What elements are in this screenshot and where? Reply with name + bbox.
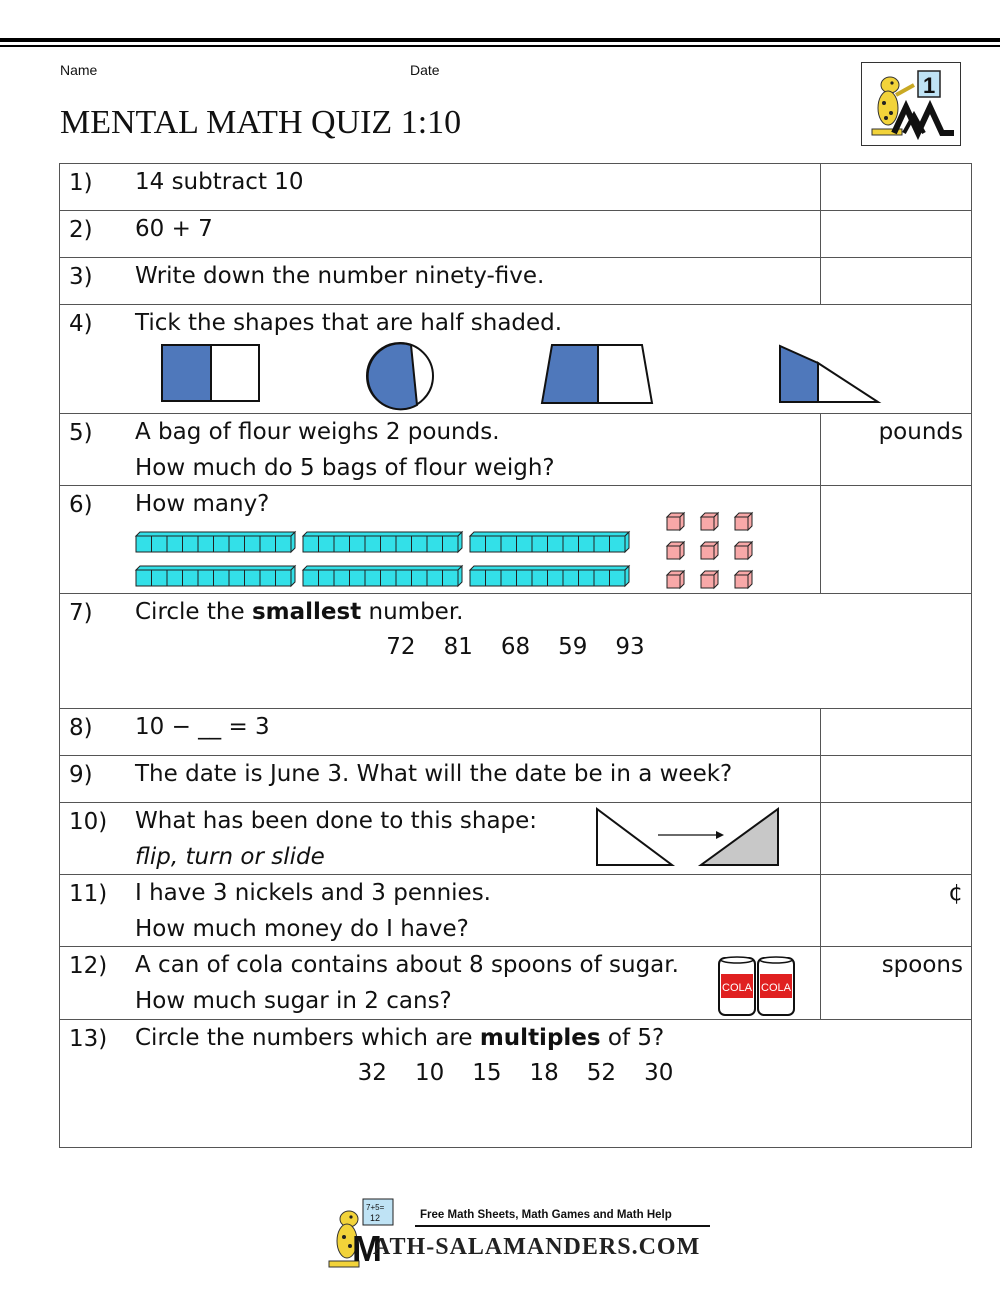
- number-choice[interactable]: 52: [586, 1060, 617, 1086]
- top-rule-thin: [0, 45, 1000, 47]
- question-cell: [60, 709, 821, 756]
- footer-logo-result: 12: [370, 1213, 381, 1223]
- number-choice[interactable]: 72: [386, 634, 416, 660]
- question-cell: [60, 947, 821, 1020]
- question-text-line2: How much do 5 bags of flour weigh?: [135, 455, 555, 481]
- question-number: 13): [69, 1026, 108, 1052]
- tens-rod: [303, 566, 462, 586]
- ones-cube: [667, 513, 684, 530]
- question-text-line1: A can of cola contains about 8 spoons of sugar.: [135, 952, 679, 978]
- question-row: [60, 875, 972, 947]
- question-cell: [60, 875, 821, 947]
- ones-cube: [667, 571, 684, 588]
- answer-box[interactable]: [821, 486, 972, 594]
- answer-unit: spoons: [881, 952, 963, 978]
- question-text: 10 − __ = 3: [135, 714, 270, 740]
- question-row: [60, 414, 972, 486]
- cola-cans: [60, 947, 820, 1019]
- question-text-line2: How much money do I have?: [135, 916, 469, 942]
- number-choice[interactable]: 93: [615, 634, 645, 660]
- number-choice[interactable]: 81: [443, 634, 473, 660]
- question-text-line2: How much sugar in 2 cans?: [135, 988, 452, 1014]
- question-text: [135, 1020, 664, 1056]
- number-choices: [60, 1060, 971, 1086]
- answer-box[interactable]: [821, 258, 972, 305]
- footer-tagline: Free Math Sheets, Math Games and Math Help: [420, 1209, 672, 1221]
- question-text-line1: A bag of flour weighs 2 pounds.: [135, 419, 500, 445]
- footer-site-initial: M: [352, 1228, 382, 1269]
- question-cell: [60, 756, 821, 803]
- transform-diagram: [60, 803, 820, 873]
- half-shaded-trapezoid[interactable]: [542, 345, 652, 403]
- text-part: Circle the: [135, 599, 252, 625]
- question-text: How many?: [135, 491, 270, 517]
- question-row: [60, 709, 972, 756]
- question-number: 11): [69, 881, 108, 907]
- question-cell: [60, 164, 821, 211]
- question-number: 4): [69, 311, 93, 337]
- ones-cube: [701, 542, 718, 559]
- half-shaded-rectangle[interactable]: [162, 345, 259, 401]
- question-text-line2: flip, turn or slide: [135, 844, 325, 870]
- question-number: 7): [69, 600, 93, 626]
- question-text: [135, 594, 463, 630]
- question-cell: [60, 1020, 972, 1148]
- shaded-circle[interactable]: [367, 343, 433, 409]
- number-choices: [60, 634, 971, 660]
- tens-rod: [470, 566, 629, 586]
- tens-rod: [303, 532, 462, 552]
- question-cell: [60, 414, 821, 486]
- question-text: Write down the number ninety-five.: [135, 263, 545, 289]
- tens-rod: [470, 532, 629, 552]
- can-label: COLA: [761, 982, 791, 994]
- question-cell: [60, 258, 821, 305]
- tens-rod: [136, 532, 295, 552]
- question-text: The date is June 3. What will the date be in a week?: [135, 761, 733, 787]
- logo-badge-number: 1: [923, 73, 936, 98]
- question-row: [60, 947, 972, 1020]
- question-number: 10): [69, 809, 108, 835]
- question-row: [60, 1020, 972, 1148]
- shapes-diagram: [60, 305, 970, 413]
- text-part: number.: [361, 599, 464, 625]
- question-number: 6): [69, 492, 93, 518]
- transformed-triangle: [701, 809, 778, 865]
- number-choice[interactable]: 59: [558, 634, 588, 660]
- page-title: MENTAL MATH QUIZ 1:10: [60, 104, 462, 141]
- question-number: 3): [69, 264, 93, 290]
- answer-box[interactable]: [821, 756, 972, 803]
- question-text: 60 + 7: [135, 216, 213, 242]
- can-label: COLA: [722, 982, 752, 994]
- question-text-line1: What has been done to this shape:: [135, 808, 538, 834]
- text-emphasis: smallest: [251, 599, 362, 625]
- base-ten-blocks: [60, 486, 820, 592]
- salamander-logo: [861, 62, 961, 146]
- question-row: [60, 594, 972, 709]
- answer-box[interactable]: [821, 947, 972, 1020]
- question-row: [60, 486, 972, 594]
- question-row: [60, 305, 972, 414]
- ones-cube: [735, 542, 752, 559]
- ones-cube: [701, 571, 718, 588]
- question-row: [60, 211, 972, 258]
- answer-box[interactable]: [821, 164, 972, 211]
- answer-box[interactable]: [821, 414, 972, 486]
- cola-can-icon: [758, 957, 794, 1015]
- original-triangle: [597, 809, 672, 865]
- ones-cube: [735, 513, 752, 530]
- text-emphasis: multiples: [479, 1025, 601, 1051]
- answer-box[interactable]: [821, 875, 972, 947]
- question-number: 5): [69, 420, 93, 446]
- footer-site-link[interactable]: ATH-SALAMANDERS.COM: [373, 1234, 701, 1260]
- date-label: Date: [410, 62, 440, 78]
- text-part: Circle the numbers which are: [135, 1025, 480, 1051]
- number-choice[interactable]: 10: [414, 1060, 445, 1086]
- question-row: [60, 803, 972, 875]
- answer-box[interactable]: [821, 803, 972, 875]
- answer-box[interactable]: [821, 211, 972, 258]
- question-number: 8): [69, 715, 93, 741]
- tens-rod: [136, 566, 295, 586]
- question-number: 9): [69, 762, 93, 788]
- answer-box[interactable]: [821, 709, 972, 756]
- question-text: 14 subtract 10: [135, 169, 304, 195]
- ones-cube: [667, 542, 684, 559]
- question-cell: [60, 486, 821, 594]
- question-number: 1): [69, 170, 93, 196]
- ones-cube: [701, 513, 718, 530]
- name-label: Name: [60, 62, 98, 78]
- question-row: [60, 756, 972, 803]
- question-cell: [60, 594, 972, 709]
- footer-logo: [325, 1197, 715, 1271]
- ones-cube: [735, 571, 752, 588]
- footer-logo-sum: 7+5=: [366, 1203, 385, 1212]
- cola-can-icon: [719, 957, 755, 1015]
- number-choice[interactable]: 30: [644, 1060, 674, 1086]
- question-text: Tick the shapes that are half shaded.: [135, 310, 563, 336]
- question-cell: [60, 305, 972, 414]
- question-number: 12): [69, 953, 108, 979]
- question-row: [60, 258, 972, 305]
- quiz-table: [59, 163, 972, 1148]
- top-rule: [0, 38, 1000, 42]
- question-cell: [60, 803, 821, 875]
- shaded-triangle[interactable]: [780, 346, 878, 402]
- question-number: 2): [69, 217, 93, 243]
- answer-unit: pounds: [878, 419, 963, 445]
- number-choice[interactable]: 15: [472, 1060, 502, 1086]
- answer-unit: ¢: [948, 880, 963, 906]
- number-choice[interactable]: 18: [529, 1060, 559, 1086]
- number-choice[interactable]: 68: [500, 634, 531, 660]
- question-text-line1: I have 3 nickels and 3 pennies.: [135, 880, 491, 906]
- question-cell: [60, 211, 821, 258]
- number-choice[interactable]: 32: [357, 1060, 387, 1086]
- question-row: [60, 164, 972, 211]
- text-part: of 5?: [600, 1025, 665, 1051]
